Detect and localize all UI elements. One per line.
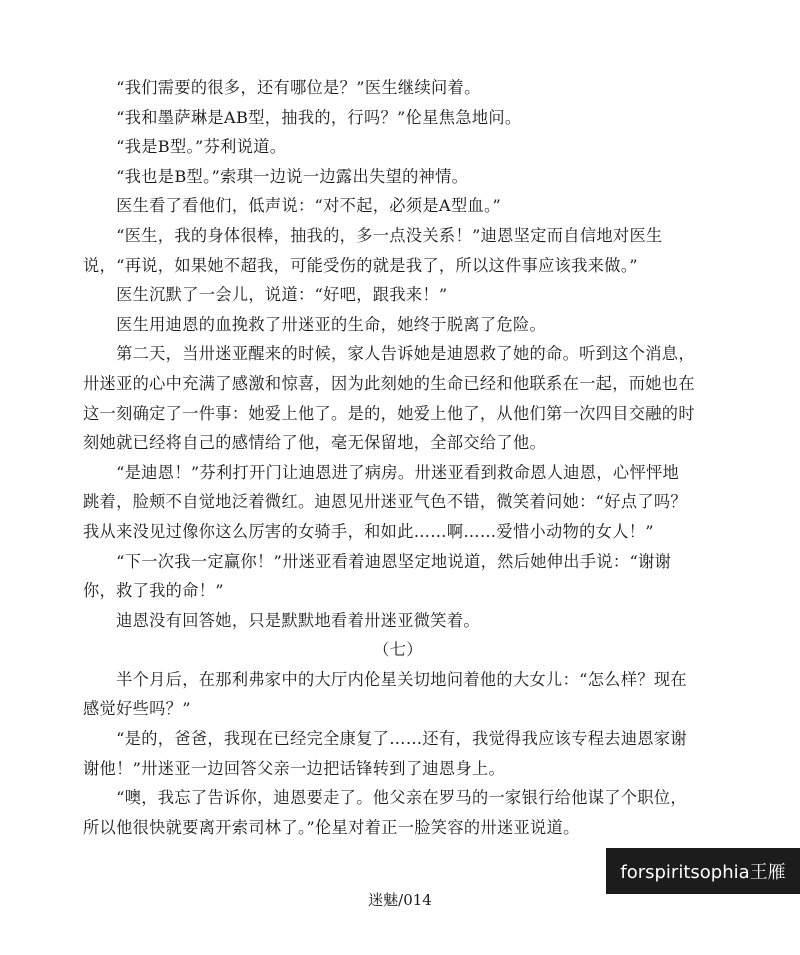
text-line: “我们需要的很多，还有哪位是？”医生继续问着。 [83, 78, 481, 97]
text-line: 跳着，脸颊不自觉地泛着微红。迪恩见卅迷亚气色不错，微笑着问她：“好点了吗？ [83, 492, 687, 512]
chapter-heading: （七） [373, 640, 423, 660]
text-line: 第二天，当卅迷亚醒来的时候，家人告诉她是迪恩救了她的命。听到这个消息， [83, 344, 695, 364]
text-line: 迪恩没有回答她，只是默默地看着卅迷亚微笑着。 [83, 610, 480, 630]
text-line: “我是B型。”芬利说道。 [83, 137, 287, 157]
text-line: “下一次我一定赢你！”卅迷亚看着迪恩坚定地说道，然后她伸出手说：“谢谢 [83, 551, 672, 571]
text-line: “我和墨萨琳是AB型，抽我的，行吗？”伦星焦急地问。 [83, 107, 522, 127]
text-line: “医生，我的身体很棒，抽我的，多一点没关系！”迪恩坚定而自信地对医生 [83, 225, 663, 245]
text-line: 感觉好些吗？” [83, 699, 191, 719]
text-line: 半个月后，在那利弗家中的大厅内伦星关切地问着他的大女儿：“怎么样？现在 [83, 669, 687, 689]
text-line: 医生用迪恩的血挽救了卅迷亚的生命，她终于脱离了危险。 [83, 314, 547, 334]
watermark-badge: forspiritsophia王雁 [606, 848, 800, 894]
text-line: 刻她就已经将自己的感情给了他，毫无保留地，全部交给了他。 [83, 433, 547, 453]
body-text [83, 73, 713, 842]
text-line: “是的，爸爸，我现在已经完全康复了……还有，我觉得我应该专程去迪恩家谢 [83, 729, 687, 749]
page-footer: 迷魅/014 [368, 891, 432, 909]
text-line: 我从来没见过像你这么厉害的女骑手，和如此……啊……爱惜小动物的女人！” [83, 521, 654, 541]
text-line: “是迪恩！”芬利打开门让迪恩进了病房。卅迷亚看到救命恩人迪恩，心怦怦地 [83, 462, 680, 482]
text-line: “我也是B型。”索琪一边说一边露出失望的神情。 [83, 166, 469, 186]
text-line: 说，“再说，如果她不超我，可能受伤的就是我了，所以这件事应该我来做。” [83, 255, 638, 275]
text-line: “噢，我忘了告诉你，迪恩要走了。他父亲在罗马的一家银行给他谋了个职位， [83, 788, 687, 808]
text-line: 你，救了我的命！” [83, 581, 224, 601]
text-line: 所以他很快就要离开索司林了。”伦星对着正一脸笑容的卅迷亚说道。 [83, 817, 580, 837]
text-line: 谢他！”卅迷亚一边回答父亲一边把话锋转到了迪恩身上。 [83, 758, 506, 778]
text-line: 医生看了看他们，低声说：“对不起，必须是A型血。” [83, 196, 502, 216]
text-line: 这一刻确定了一件事：她爱上他了。是的，她爱上他了，从他们第一次四目交融的时 [83, 403, 695, 423]
text-line: 卅迷亚的心中充满了感激和惊喜，因为此刻她的生命已经和他联系在一起，而她也在 [83, 373, 695, 393]
text-line: 医生沉默了一会儿，说道：“好吧，跟我来！” [83, 285, 448, 305]
